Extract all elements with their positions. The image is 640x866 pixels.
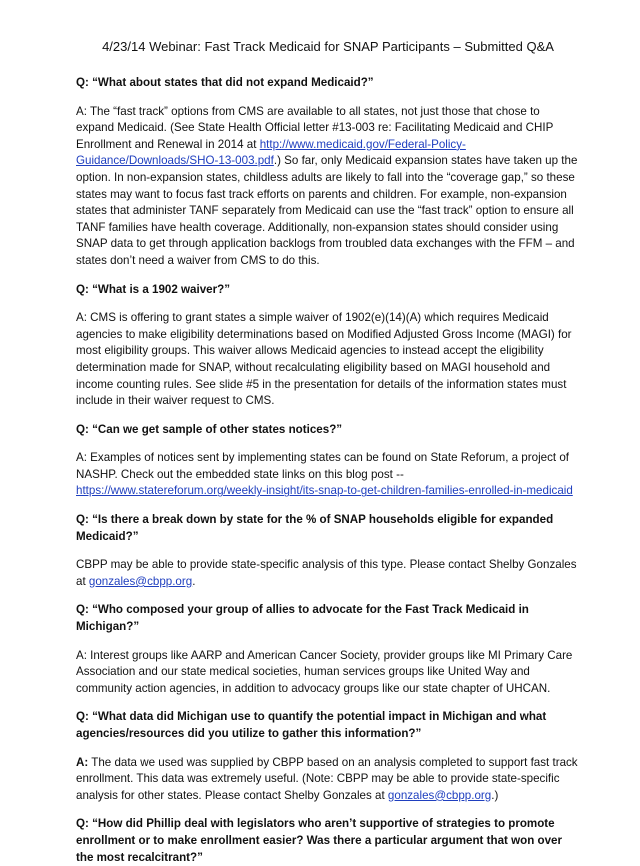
answer-6-text: The data we used was supplied by CBPP based on an analysis completed to support fast track enrollment. This data was extremely useful. (Note: CBPP may be able to provide state-specific analysis for other states. Please contact Shelby Gonzales at [76,755,578,802]
answer-4-email-link[interactable]: gonzales@cbpp.org [88,574,193,588]
answer-6-label: A: [76,755,89,769]
answer-1-text-cont: .) So far, only Medicaid expansion states have taken up the option. In non-expansion states, childless adults are likely to fall into the “coverage gap,” so these states may want to focus fast track efforts on parents and children. For example, non-expansion states that administer TANF separately from Medicaid can use the “fast track” option to ensure all TANF families have health coverage. Additionally, non-expansion states should consider using SNAP data to get through application backlogs from troubled data exchanges with the FFM – and states don’t need a waiver from CMS to do this. [76,154,578,267]
question-1: Q: “What about states that did not expand Medicaid?” [76,76,374,89]
question-5: Q: “Who composed your group of allies to advocate for the Fast Track Medicaid in Michigan?” [76,603,529,634]
question-7: Q: “How did Phillip deal with legislators who aren’t supportive of strategies to promote enrollment or to make enrollment easier? Was there a particular argument that won over the most recalcitrant?” [76,817,562,864]
question-4: Q: “Is there a break down by state for the % of SNAP households eligible for expanded Medicaid?” [76,513,554,543]
answer-1-link[interactable]: http://www.medicaid.gov/Federal-Policy-Guidance/Downloads/SHO-13-003.pdf [76,137,466,168]
answer-3-link[interactable]: https://www.statereforum.org/weekly-insight/its-snap-to-get-children-families-enrolled-in-medicaid [76,484,573,498]
answer-6-email-link[interactable]: gonzales@cbpp.org [387,788,492,802]
answer-1 [76,104,580,270]
question-2: Q: “What is a 1902 waiver?” [76,282,230,296]
answer-4-text: CBPP may be able to provide state-specific analysis of this type. Please contact Shelby Gonzales at [76,558,577,588]
question-6: Q: “What data did Michigan use to quantify the potential impact in Michigan and what agencies/resources did you utilize to gather this information?” [76,710,547,740]
answer-6-text-cont: .) [491,788,499,802]
answer-6 [76,755,580,805]
question-3: Q: “Can we get sample of other states notices?” [76,422,343,436]
answer-1-text: A: The “fast track” options from CMS are available to all states, not just those that chose to expand Medicaid. (See State Health Official letter #13-003 re: Facilitating Medicaid and CHIP Enrollment and Renewal in 2014 at [76,104,554,151]
answer-2: A: CMS is offering to grant states a simple waiver of 1902(e)(14)(A) which requires Medicaid agencies to make eligibility determinations based on Modified Adjusted Gross Income (MAGI) for most eligibility groups. This waiver allows Medicaid agencies to instead accept the eligibility determination made for SNAP, without recalculating eligibility based on MAGI household and income counting rules. See slide #5 in the presentation for details of the information states must include in their waiver request to CMS. [76,311,572,408]
answer-4 [76,557,580,590]
answer-4-text-cont: . [192,574,196,588]
answer-3 [76,450,580,500]
answer-5: A: Interest groups like AARP and American Cancer Society, provider groups like MI Primary Care Association and our state medical societies, human services groups like United Way and community action agencies, in addition to advocacy groups like our state chapter of UHCAN. [76,648,573,695]
page-title: 4/23/14 Webinar: Fast Track Medicaid for SNAP Participants – Submitted Q&A [102,39,554,54]
answer-3-text: A: Examples of notices sent by implementing states can be found on State Reforum, a project of NASHP. Check out the embedded state links on this blog post -- [76,451,570,481]
